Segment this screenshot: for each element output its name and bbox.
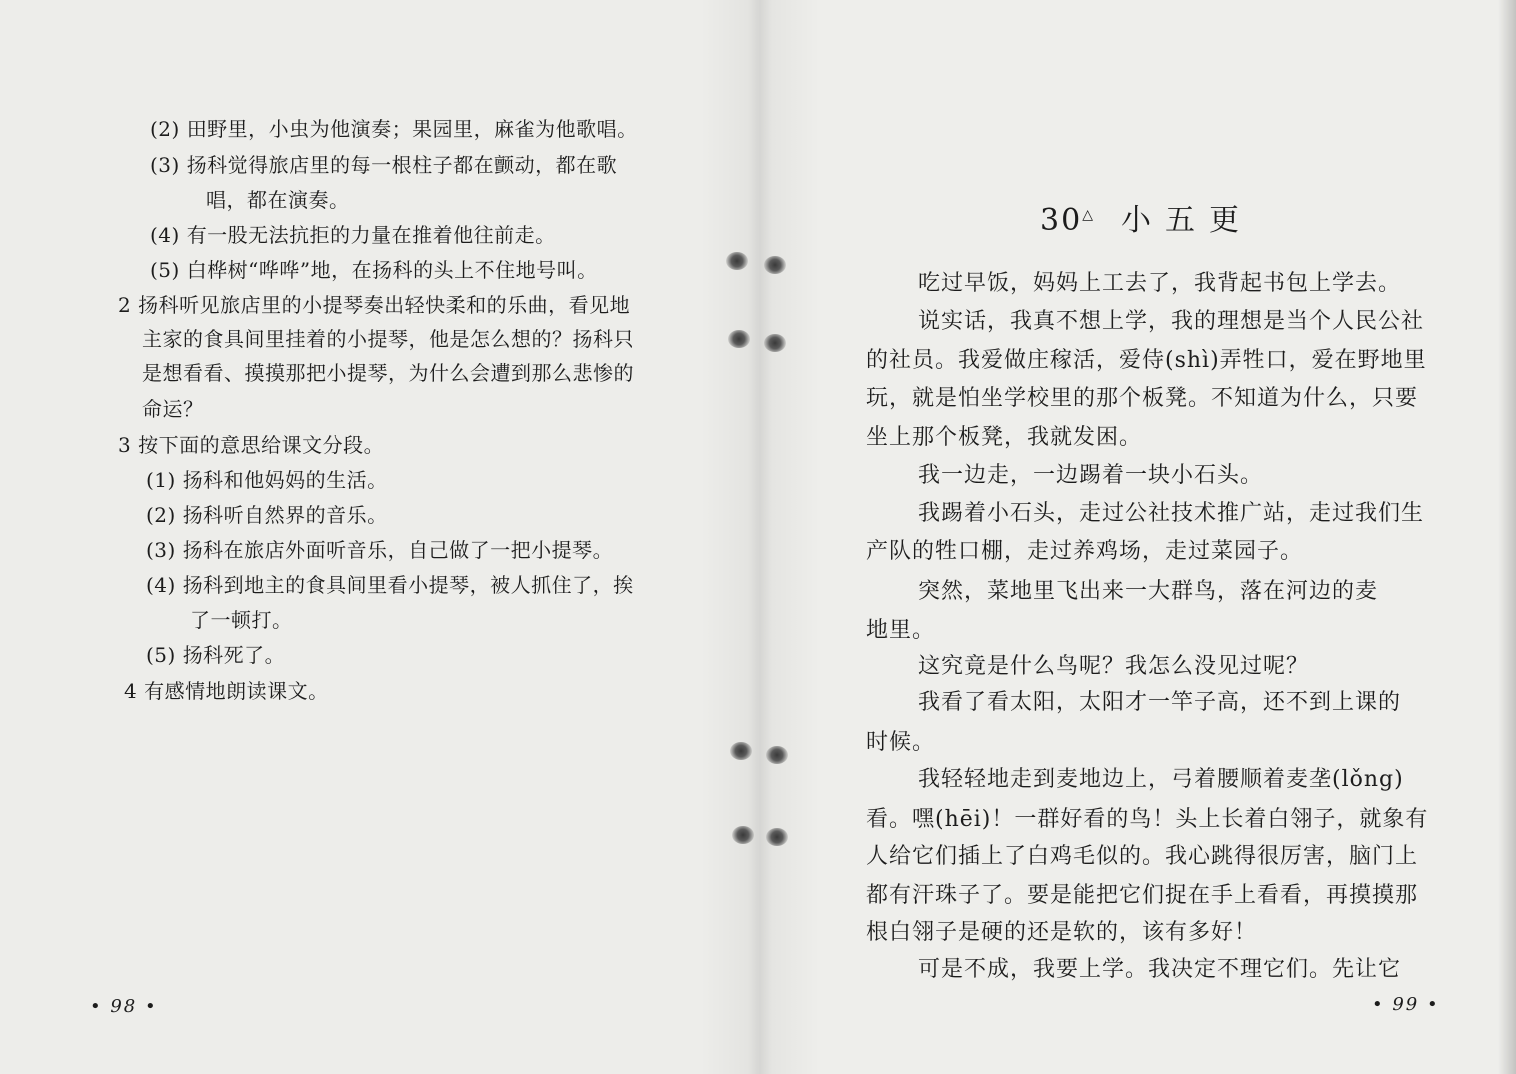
right-line: 我一边走，一边踢着一块小石头。 [918,463,1264,488]
binding-hole [730,742,752,760]
left-line: 2 扬科听见旅店里的小提琴奏出轻快柔和的乐曲，看见地 [118,293,631,317]
left-line: 唱，都在演奏。 [206,188,350,212]
right-line: 我轻轻地走到麦地边上，弓着腰顺着麦垄(lǒng) [918,767,1404,792]
right-page [758,0,1516,1074]
page-number: • 98 • [90,996,158,1017]
left-line: (4) 扬科到地主的食具间里看小提琴，被人抓住了，挨 [146,573,634,597]
right-line: 吃过早饭，妈妈上工去了，我背起书包上学去。 [918,271,1402,296]
lesson-title [1040,196,1253,240]
lesson-mark: △ [1082,207,1095,223]
right-line: 可是不成，我要上学。我决定不理它们。先让它 [918,957,1402,982]
left-line: (5) 白桦树“哗哗”地，在扬科的头上不住地号叫。 [150,258,598,282]
right-line: 这究竟是什么鸟呢？我怎么没见过呢？ [918,654,1310,679]
right-line: 看。嘿(hēi)！一群好看的鸟！头上长着白翎子，就象有 [866,807,1429,832]
left-line: 命运？ [142,397,204,421]
left-line: 主家的食具间里挂着的小提琴，他是怎么想的？扬科只 [142,327,634,351]
left-line: (5) 扬科死了。 [146,643,286,667]
right-line: 我看了看太阳，太阳才一竿子高，还不到上课的 [918,690,1402,715]
right-line: 说实话，我真不想上学，我的理想是当个人民公社 [918,309,1425,334]
page-edge-shadow [1498,0,1516,1074]
left-line: 4 有感情地朗读课文。 [124,679,329,703]
binding-hole [764,334,786,352]
binding-hole [732,826,754,844]
left-line: (4) 有一股无法抗拒的力量在推着他往前走。 [150,223,556,247]
spine-shadow [700,0,820,1074]
binding-hole [726,252,748,270]
lesson-number: 30△ [1040,203,1095,238]
page-number: • 99 • [1372,994,1440,1015]
left-line: (2) 扬科听自然界的音乐。 [146,503,388,527]
binding-hole [764,256,786,274]
left-line: 是想看看、摸摸那把小提琴，为什么会遭到那么悲惨的 [142,361,634,385]
left-line: 了一顿打。 [190,608,293,632]
right-line: 玩，就是怕坐学校里的那个板凳。不知道为什么，只要 [866,386,1419,411]
right-line: 我踢着小石头，走过公社技术推广站，走过我们生 [918,501,1425,526]
right-line: 时候。 [866,730,936,755]
lesson-name: 小五更 [1120,203,1253,238]
binding-hole [766,746,788,764]
right-line: 地里。 [866,618,936,643]
right-line: 人给它们插上了白鸡毛似的。我心跳得很厉害，脑门上 [866,844,1419,869]
left-line: (1) 扬科和他妈妈的生活。 [146,468,388,492]
left-line: 3 按下面的意思给课文分段。 [118,433,385,457]
right-line: 根白翎子是硬的还是软的，该有多好！ [866,920,1258,945]
right-line: 产队的牲口棚，走过养鸡场，走过菜园子。 [866,539,1304,564]
left-line: (3) 扬科觉得旅店里的每一根柱子都在颤动，都在歌 [150,153,618,177]
right-line: 坐上那个板凳，我就发困。 [866,425,1143,450]
left-line: (2) 田野里，小虫为他演奏；果园里，麻雀为他歌唱。 [150,117,638,141]
left-line: (3) 扬科在旅店外面听音乐，自己做了一把小提琴。 [146,538,614,562]
right-line: 都有汗珠子了。要是能把它们捉在手上看看，再摸摸那 [866,883,1419,908]
right-line: 的社员。我爱做庄稼活，爱侍(shì)弄牲口，爱在野地里 [866,348,1427,373]
binding-hole [766,828,788,846]
right-line: 突然，菜地里飞出来一大群鸟，落在河边的麦 [918,579,1379,604]
binding-hole [728,330,750,348]
